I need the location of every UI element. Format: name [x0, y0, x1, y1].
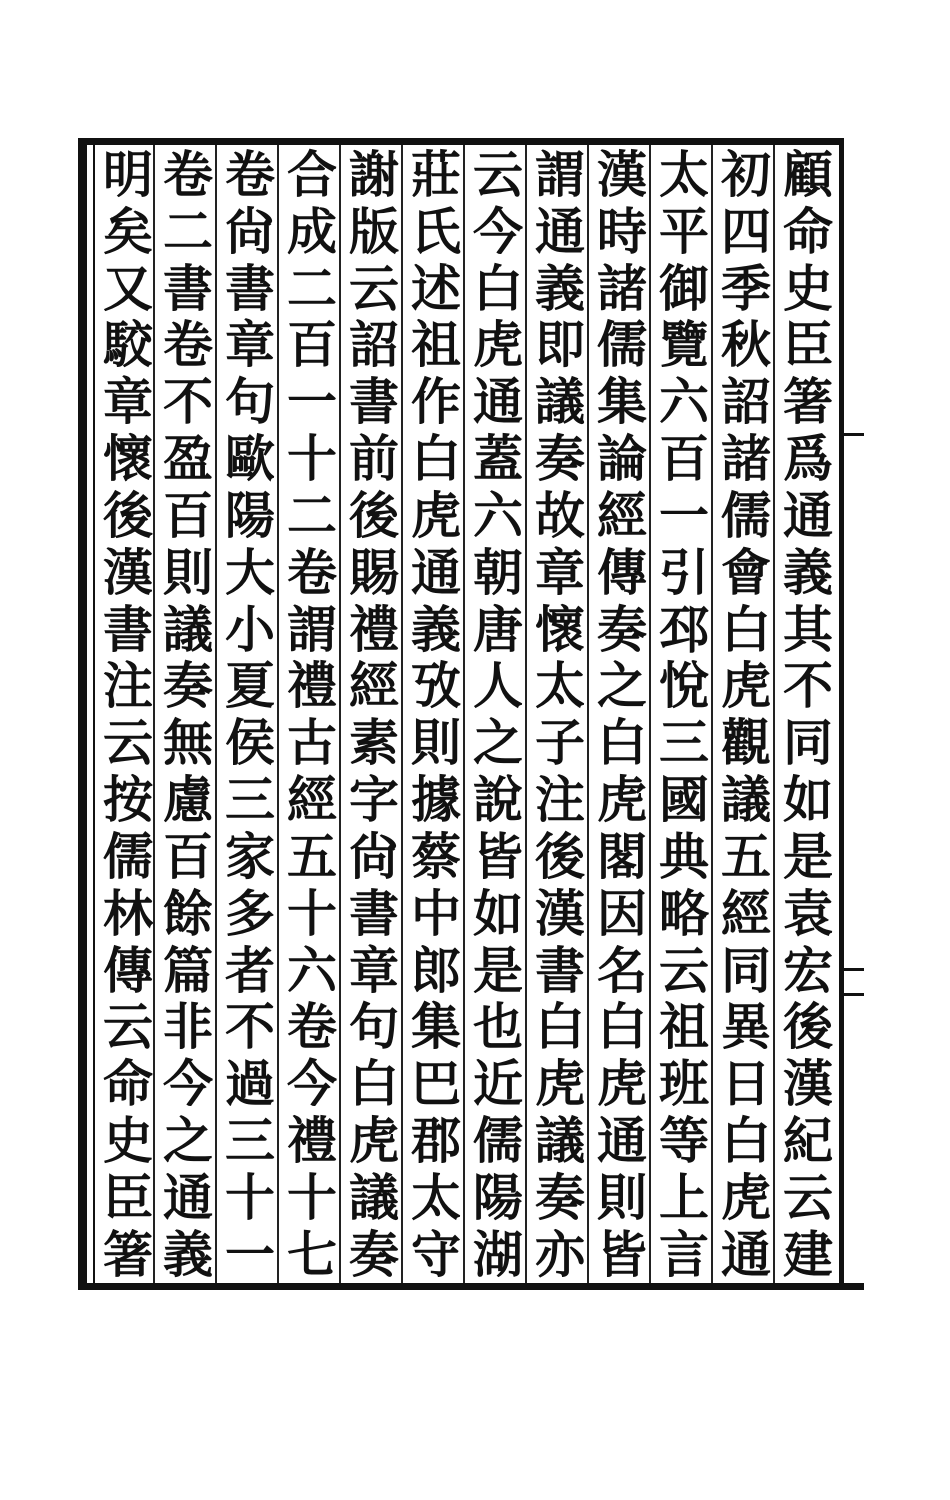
- glyph: 蔡: [411, 826, 461, 886]
- glyph: 注: [103, 656, 153, 716]
- glyph: 宏: [783, 940, 833, 1000]
- glyph: 略: [659, 883, 709, 943]
- glyph: 袁: [783, 883, 833, 943]
- centre-strip: [842, 138, 866, 1290]
- glyph: 郎: [411, 940, 461, 1000]
- glyph: 六: [473, 485, 523, 545]
- glyph: 述: [411, 258, 461, 318]
- glyph: 據: [411, 770, 461, 830]
- glyph: 上: [659, 1167, 709, 1227]
- text-column-12: [96, 145, 160, 1284]
- glyph: 異: [721, 997, 771, 1057]
- glyph: 爲: [783, 429, 833, 489]
- glyph: 守: [411, 1224, 461, 1284]
- glyph: 句: [349, 997, 399, 1057]
- glyph: 之: [597, 656, 647, 716]
- glyph: 祖: [411, 315, 461, 375]
- glyph: 之: [163, 1111, 213, 1171]
- glyph: 夏: [225, 656, 275, 716]
- glyph: 白: [597, 997, 647, 1057]
- glyph: 盈: [163, 429, 213, 489]
- glyph: 書: [225, 258, 275, 318]
- glyph: 論: [597, 429, 647, 489]
- glyph: 史: [103, 1111, 153, 1171]
- glyph: 季: [721, 258, 771, 318]
- glyph: 二: [163, 201, 213, 261]
- glyph: 中: [411, 883, 461, 943]
- glyph: 云: [659, 940, 709, 1000]
- glyph: 初: [721, 145, 771, 204]
- glyph: 十: [225, 1167, 275, 1227]
- text-column-1: [776, 145, 840, 1284]
- glyph: 尙: [225, 201, 275, 261]
- glyph: 攷: [411, 656, 461, 716]
- glyph: 明: [103, 145, 153, 204]
- glyph: 近: [473, 1054, 523, 1114]
- glyph: 漢: [103, 542, 153, 602]
- glyph: 白: [473, 258, 523, 318]
- glyph: 今: [287, 1054, 337, 1114]
- glyph: 句: [225, 372, 275, 432]
- glyph: 通: [473, 372, 523, 432]
- glyph: 卷: [287, 542, 337, 602]
- glyph: 卷: [225, 145, 275, 204]
- glyph: 駮: [103, 315, 153, 375]
- glyph: 禮: [349, 599, 399, 659]
- text-column-8: [342, 145, 406, 1284]
- glyph: 禮: [287, 656, 337, 716]
- glyph: 言: [659, 1224, 709, 1284]
- glyph: 虎: [535, 1054, 585, 1114]
- glyph: 也: [473, 997, 523, 1057]
- glyph: 一: [225, 1224, 275, 1284]
- glyph: 秋: [721, 315, 771, 375]
- glyph: 六: [659, 372, 709, 432]
- glyph: 觀: [721, 713, 771, 773]
- glyph: 說: [473, 770, 523, 830]
- glyph: 不: [163, 372, 213, 432]
- glyph: 陽: [473, 1167, 523, 1227]
- glyph: 又: [103, 258, 153, 318]
- glyph: 經: [287, 770, 337, 830]
- text-column-10: [218, 145, 282, 1284]
- glyph: 卷: [163, 145, 213, 204]
- glyph: 湖: [473, 1224, 523, 1284]
- glyph: 通: [535, 201, 585, 261]
- glyph: 懷: [103, 429, 153, 489]
- glyph: 古: [287, 713, 337, 773]
- glyph: 按: [103, 770, 153, 830]
- glyph: 虎: [411, 485, 461, 545]
- glyph: 經: [349, 656, 399, 716]
- glyph: 則: [163, 542, 213, 602]
- glyph: 詔: [349, 315, 399, 375]
- glyph: 巴: [411, 1054, 461, 1114]
- glyph: 作: [411, 372, 461, 432]
- glyph: 注: [535, 770, 585, 830]
- glyph: 日: [721, 1054, 771, 1114]
- glyph: 太: [659, 145, 709, 204]
- text-column-6: [466, 145, 530, 1284]
- glyph: 子: [535, 713, 585, 773]
- glyph: 三: [225, 1111, 275, 1171]
- glyph: 集: [597, 372, 647, 432]
- glyph: 臣: [103, 1167, 153, 1227]
- glyph: 義: [535, 258, 585, 318]
- glyph: 覽: [659, 315, 709, 375]
- glyph: 白: [721, 599, 771, 659]
- text-column-2: [714, 145, 778, 1284]
- glyph: 祖: [659, 997, 709, 1057]
- glyph: 多: [225, 883, 275, 943]
- glyph: 云: [103, 997, 153, 1057]
- glyph: 義: [783, 542, 833, 602]
- glyph: 侯: [225, 713, 275, 773]
- glyph: 書: [349, 372, 399, 432]
- glyph: 儒: [103, 826, 153, 886]
- centre-strip-mark: [844, 993, 864, 996]
- glyph: 字: [349, 770, 399, 830]
- text-column-3: [652, 145, 716, 1284]
- glyph: 等: [659, 1111, 709, 1171]
- glyph: 典: [659, 826, 709, 886]
- glyph: 六: [287, 940, 337, 1000]
- text-column-7: [404, 145, 468, 1284]
- glyph: 七: [287, 1224, 337, 1284]
- glyph: 後: [535, 826, 585, 886]
- glyph: 十: [287, 429, 337, 489]
- glyph: 奏: [597, 599, 647, 659]
- glyph: 儒: [473, 1111, 523, 1171]
- glyph: 章: [225, 315, 275, 375]
- text-column-4: [590, 145, 654, 1284]
- glyph: 同: [783, 713, 833, 773]
- glyph: 奏: [535, 429, 585, 489]
- glyph: 矣: [103, 201, 153, 261]
- glyph: 奏: [535, 1167, 585, 1227]
- glyph: 氏: [411, 201, 461, 261]
- glyph: 虎: [597, 770, 647, 830]
- glyph: 不: [783, 656, 833, 716]
- glyph: 通: [163, 1167, 213, 1227]
- glyph: 云: [103, 713, 153, 773]
- glyph: 名: [597, 940, 647, 1000]
- glyph: 即: [535, 315, 585, 375]
- glyph: 御: [659, 258, 709, 318]
- glyph: 四: [721, 201, 771, 261]
- glyph: 傳: [103, 940, 153, 1000]
- glyph: 班: [659, 1054, 709, 1114]
- glyph: 莊: [411, 145, 461, 204]
- glyph: 諸: [721, 429, 771, 489]
- centre-strip-mark: [844, 433, 864, 436]
- glyph: 之: [473, 713, 523, 773]
- glyph: 白: [349, 1054, 399, 1114]
- glyph: 賜: [349, 542, 399, 602]
- glyph: 謂: [535, 145, 585, 204]
- glyph: 漢: [783, 1054, 833, 1114]
- glyph: 章: [349, 940, 399, 1000]
- glyph: 五: [721, 826, 771, 886]
- frame-bottom-extension: [842, 1283, 864, 1290]
- glyph: 五: [287, 826, 337, 886]
- glyph: 太: [411, 1167, 461, 1227]
- glyph: 今: [163, 1054, 213, 1114]
- centre-strip-line: [842, 138, 844, 1290]
- glyph: 謂: [287, 599, 337, 659]
- glyph: 議: [535, 1111, 585, 1171]
- glyph: 書: [349, 883, 399, 943]
- glyph: 餘: [163, 883, 213, 943]
- glyph: 人: [473, 656, 523, 716]
- glyph: 因: [597, 883, 647, 943]
- glyph: 通: [783, 485, 833, 545]
- glyph: 唐: [473, 599, 523, 659]
- glyph: 二: [287, 485, 337, 545]
- glyph: 禮: [287, 1111, 337, 1171]
- glyph: 議: [721, 770, 771, 830]
- glyph: 書: [163, 258, 213, 318]
- glyph: 歐: [225, 429, 275, 489]
- glyph: 箸: [103, 1224, 153, 1284]
- glyph: 書: [103, 599, 153, 659]
- glyph: 三: [659, 713, 709, 773]
- glyph: 皆: [473, 826, 523, 886]
- text-column-11: [156, 145, 220, 1284]
- glyph: 後: [103, 485, 153, 545]
- glyph: 不: [225, 997, 275, 1057]
- glyph: 時: [597, 201, 647, 261]
- glyph: 如: [473, 883, 523, 943]
- glyph: 素: [349, 713, 399, 773]
- glyph: 郡: [411, 1111, 461, 1171]
- centre-strip-mark: [844, 968, 864, 971]
- glyph: 虎: [349, 1111, 399, 1171]
- glyph: 版: [349, 201, 399, 261]
- glyph: 太: [535, 656, 585, 716]
- glyph: 合: [287, 145, 337, 204]
- glyph: 章: [535, 542, 585, 602]
- glyph: 會: [721, 542, 771, 602]
- glyph: 白: [721, 1111, 771, 1171]
- glyph: 大: [225, 542, 275, 602]
- glyph: 是: [473, 940, 523, 1000]
- glyph: 諸: [597, 258, 647, 318]
- glyph: 陽: [225, 485, 275, 545]
- glyph: 朝: [473, 542, 523, 602]
- glyph: 虎: [721, 656, 771, 716]
- glyph: 云: [783, 1167, 833, 1227]
- glyph: 百: [163, 826, 213, 886]
- glyph: 謝: [349, 145, 399, 204]
- glyph: 云: [473, 145, 523, 204]
- glyph: 故: [535, 485, 585, 545]
- glyph: 後: [783, 997, 833, 1057]
- glyph: 建: [783, 1224, 833, 1284]
- glyph: 云: [349, 258, 399, 318]
- glyph: 虎: [597, 1054, 647, 1114]
- glyph: 章: [103, 372, 153, 432]
- glyph: 慮: [163, 770, 213, 830]
- glyph: 儒: [597, 315, 647, 375]
- glyph: 二: [287, 258, 337, 318]
- glyph: 史: [783, 258, 833, 318]
- glyph: 書: [535, 940, 585, 1000]
- glyph: 漢: [597, 145, 647, 204]
- glyph: 是: [783, 826, 833, 886]
- glyph: 非: [163, 997, 213, 1057]
- glyph: 議: [163, 599, 213, 659]
- glyph: 義: [411, 599, 461, 659]
- glyph: 虎: [721, 1167, 771, 1227]
- glyph: 百: [659, 429, 709, 489]
- glyph: 十: [287, 883, 337, 943]
- glyph: 通: [721, 1224, 771, 1284]
- glyph: 則: [411, 713, 461, 773]
- glyph: 奏: [163, 656, 213, 716]
- glyph: 平: [659, 201, 709, 261]
- glyph: 紀: [783, 1111, 833, 1171]
- glyph: 亦: [535, 1224, 585, 1284]
- glyph: 尙: [349, 826, 399, 886]
- text-column-5: [528, 145, 592, 1284]
- glyph: 小: [225, 599, 275, 659]
- glyph: 儒: [721, 485, 771, 545]
- glyph: 卷: [287, 997, 337, 1057]
- glyph: 卷: [163, 315, 213, 375]
- glyph: 無: [163, 713, 213, 773]
- glyph: 蓋: [473, 429, 523, 489]
- glyph: 林: [103, 883, 153, 943]
- glyph: 其: [783, 599, 833, 659]
- glyph: 一: [659, 485, 709, 545]
- glyph: 臣: [783, 315, 833, 375]
- glyph: 白: [411, 429, 461, 489]
- glyph: 三: [225, 770, 275, 830]
- glyph: 十: [287, 1167, 337, 1227]
- glyph: 傳: [597, 542, 647, 602]
- text-column-9: [280, 145, 344, 1284]
- glyph: 漢: [535, 883, 585, 943]
- glyph: 今: [473, 201, 523, 261]
- glyph: 閣: [597, 826, 647, 886]
- glyph: 箸: [783, 372, 833, 432]
- glyph: 過: [225, 1054, 275, 1114]
- glyph: 虎: [473, 315, 523, 375]
- glyph: 議: [535, 372, 585, 432]
- glyph: 前: [349, 429, 399, 489]
- glyph: 經: [721, 883, 771, 943]
- glyph: 同: [721, 940, 771, 1000]
- frame-inner-rule: [93, 145, 95, 1283]
- glyph: 通: [597, 1111, 647, 1171]
- glyph: 悅: [659, 656, 709, 716]
- glyph: 如: [783, 770, 833, 830]
- glyph: 百: [163, 485, 213, 545]
- glyph: 則: [597, 1167, 647, 1227]
- glyph: 國: [659, 770, 709, 830]
- glyph: 奏: [349, 1224, 399, 1284]
- glyph: 命: [103, 1054, 153, 1114]
- glyph: 經: [597, 485, 647, 545]
- glyph: 議: [349, 1167, 399, 1227]
- glyph: 懷: [535, 599, 585, 659]
- glyph: 皆: [597, 1224, 647, 1284]
- glyph: 篇: [163, 940, 213, 1000]
- glyph: 者: [225, 940, 275, 1000]
- glyph: 白: [597, 713, 647, 773]
- glyph: 家: [225, 826, 275, 886]
- glyph: 引: [659, 542, 709, 602]
- glyph: 後: [349, 485, 399, 545]
- glyph: 命: [783, 201, 833, 261]
- glyph: 顧: [783, 145, 833, 204]
- glyph: 一: [287, 372, 337, 432]
- glyph: 詔: [721, 372, 771, 432]
- glyph: 成: [287, 201, 337, 261]
- glyph: 邳: [659, 599, 709, 659]
- glyph: 通: [411, 542, 461, 602]
- glyph: 白: [535, 997, 585, 1057]
- glyph: 百: [287, 315, 337, 375]
- glyph: 集: [411, 997, 461, 1057]
- glyph: 義: [163, 1224, 213, 1284]
